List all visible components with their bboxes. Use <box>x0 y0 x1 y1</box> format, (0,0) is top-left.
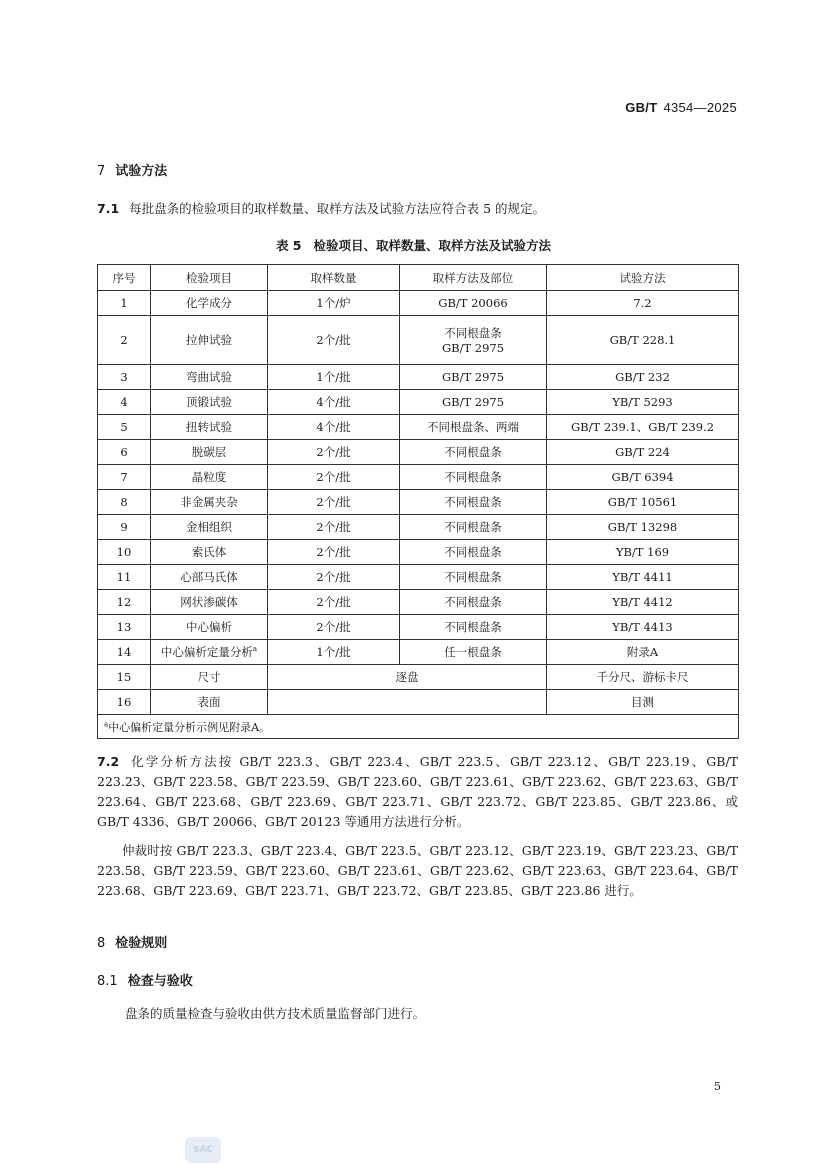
table-cell: 不同根盘条、两端 <box>400 415 547 440</box>
footnote-text: 中心偏析定量分析示例见附录A。 <box>108 720 271 734</box>
table-cell: 2个/批 <box>268 515 400 540</box>
table-cell: 11 <box>98 565 151 590</box>
table-cell: 目测 <box>547 690 739 715</box>
table-cell: 15 <box>98 665 151 690</box>
clause-7-1-text: 每批盘条的检验项目的取样数量、取样方法及试验方法应符合表 5 的规定。 <box>129 201 546 216</box>
section-8-number: 8 <box>97 936 106 951</box>
table-cell: 7 <box>98 465 151 490</box>
clause-7-2-p2: 仲裁时按 GB/T 223.3、GB/T 223.4、GB/T 223.5、GB/T 223.12、GB/T 223.19、GB/T 223.23、GB/T 223.58、GB/T 223.59、GB/T 223.60、GB/T 223.61、GB/T 223.62、GB/T 223.63、GB/T 223.64、GB/T 223.68、GB/T 223.69、GB/T 223.71、GB/T 223.72、GB/T 223.85、GB/T 223.86 进行。 <box>97 843 738 898</box>
table-cell: 1个/批 <box>268 365 400 390</box>
table-cell: YB/T 4413 <box>547 615 739 640</box>
table-cell: GB/T 13298 <box>547 515 739 540</box>
table-cell: 2个/批 <box>268 316 400 365</box>
table-row <box>98 490 739 515</box>
table-cell: GB/T 232 <box>547 365 739 390</box>
table-cell: 中心偏析 <box>151 615 268 640</box>
table-cell: 5 <box>98 415 151 440</box>
clause-8-1-number: 8.1 <box>97 974 118 989</box>
cell-text: 中心偏析定量分析 <box>160 645 253 659</box>
cell-line: GB/T 2975 <box>441 341 505 355</box>
table-cell: YB/T 4412 <box>547 590 739 615</box>
table-cell: 不同根盘条 <box>400 540 547 565</box>
table-cell: 金相组织 <box>151 515 268 540</box>
inspection-table <box>97 264 739 739</box>
table-cell: 2个/批 <box>268 440 400 465</box>
table-row <box>98 540 739 565</box>
table-cell: 16 <box>98 690 151 715</box>
table-cell: 非金属夹杂 <box>151 490 268 515</box>
clause-7-2-text: 化学分析方法按 GB/T 223.3、GB/T 223.4、GB/T 223.5、GB/T 223.12、GB/T 223.19、GB/T 223.23、GB/T 223.58、GB/T 223.59、GB/T 223.60、GB/T 223.61、GB/T 223.62、GB/T 223.63、GB/T 223.64、GB/T 223.68、GB/T 223.69、GB/T 223.71、GB/T 223.72、GB/T 223.85、GB/T 223.86、或 GB/T 4336、GB/T 20066、GB/T 20123 等通用方法进行分析。 <box>97 754 738 829</box>
clause-8-1-text: 盘条的质量检查与验收由供方技术质量监督部门进行。 <box>125 1006 426 1021</box>
table-row <box>98 440 739 465</box>
table-row <box>98 640 739 665</box>
clause-7-2-p1 <box>97 752 738 832</box>
table-cell: 表面 <box>151 690 268 715</box>
table-cell-merged <box>268 690 547 715</box>
section-8-heading <box>97 932 167 951</box>
table-cell: 8 <box>98 490 151 515</box>
table-cell: 2个/批 <box>268 540 400 565</box>
table-cell: 3 <box>98 365 151 390</box>
table-5-title <box>0 236 827 254</box>
table-cell: 1个/批 <box>268 640 400 665</box>
table-cell: 4个/批 <box>268 415 400 440</box>
table-cell: 不同根盘条 <box>400 590 547 615</box>
table-footnote-row <box>98 715 739 739</box>
table-cell: 心部马氏体 <box>151 565 268 590</box>
table-cell: 脱碳层 <box>151 440 268 465</box>
section-7-number: 7 <box>97 164 106 179</box>
table-row <box>98 590 739 615</box>
table-cell: 4 <box>98 390 151 415</box>
sac-watermark: SAC <box>185 1137 221 1163</box>
table-cell: 扭转试验 <box>151 415 268 440</box>
clause-7-1-number: 7.1 <box>97 201 120 216</box>
table-cell: GB/T 2975 <box>400 390 547 415</box>
standard-number: 4354—2025 <box>663 100 737 115</box>
table-cell-multiline <box>400 316 547 365</box>
table-5-number: 表 5 <box>275 238 302 253</box>
section-7-title: 试验方法 <box>115 164 168 179</box>
table-cell-merged: 逐盘 <box>268 665 547 690</box>
cell-line: 不同根盘条 <box>444 326 502 340</box>
standard-code <box>625 100 737 115</box>
table-cell: 任一根盘条 <box>400 640 547 665</box>
table-row <box>98 565 739 590</box>
table-cell: 千分尺、游标卡尺 <box>547 665 739 690</box>
table-cell: 2个/批 <box>268 615 400 640</box>
table-cell: 晶粒度 <box>151 465 268 490</box>
table-cell: 不同根盘条 <box>400 565 547 590</box>
table-row <box>98 415 739 440</box>
table-cell: 不同根盘条 <box>400 465 547 490</box>
table-cell-with-footnote <box>151 640 268 665</box>
clause-8-1-title: 检查与验收 <box>127 974 193 989</box>
table-row <box>98 390 739 415</box>
table-cell: YB/T 5293 <box>547 390 739 415</box>
table-cell: 尺寸 <box>151 665 268 690</box>
table-cell: 1个/炉 <box>268 291 400 316</box>
header-cell: 取样数量 <box>268 265 400 291</box>
table-cell: GB/T 224 <box>547 440 739 465</box>
table-cell: 6 <box>98 440 151 465</box>
table-cell: GB/T 6394 <box>547 465 739 490</box>
table-cell: 顶锻试验 <box>151 390 268 415</box>
table-cell: YB/T 4411 <box>547 565 739 590</box>
header-cell: 序号 <box>98 265 151 291</box>
table-row <box>98 365 739 390</box>
footnote-ref: a <box>252 645 258 654</box>
table-cell: 网状渗碳体 <box>151 590 268 615</box>
footnote-mark: a <box>104 719 109 728</box>
table-cell: 弯曲试验 <box>151 365 268 390</box>
section-8-title: 检验规则 <box>115 936 168 951</box>
table-header-row <box>98 265 739 291</box>
table-cell: 化学成分 <box>151 291 268 316</box>
table-cell: GB/T 239.1、GB/T 239.2 <box>547 415 739 440</box>
header-cell: 检验项目 <box>151 265 268 291</box>
table-cell: GB/T 228.1 <box>547 316 739 365</box>
table-footnote <box>98 715 739 739</box>
clause-8-1-heading <box>97 970 193 989</box>
table-cell: 附录A <box>547 640 739 665</box>
table-cell: 2个/批 <box>268 590 400 615</box>
table-cell: 1 <box>98 291 151 316</box>
table-cell: 10 <box>98 540 151 565</box>
table-cell: 13 <box>98 615 151 640</box>
table-cell: 7.2 <box>547 291 739 316</box>
table-5-caption: 检验项目、取样数量、取样方法及试验方法 <box>313 238 552 253</box>
table-cell: GB/T 10561 <box>547 490 739 515</box>
table-cell: YB/T 169 <box>547 540 739 565</box>
table-cell: GB/T 2975 <box>400 365 547 390</box>
table-row <box>98 465 739 490</box>
table-cell: GB/T 20066 <box>400 291 547 316</box>
table-row <box>98 515 739 540</box>
table-cell: 不同根盘条 <box>400 440 547 465</box>
header-cell: 取样方法及部位 <box>400 265 547 291</box>
table-cell: 索氏体 <box>151 540 268 565</box>
table-cell: 拉伸试验 <box>151 316 268 365</box>
header-cell: 试验方法 <box>547 265 739 291</box>
table-cell: 2个/批 <box>268 465 400 490</box>
page-number: 5 <box>714 1080 721 1093</box>
table-cell: 不同根盘条 <box>400 490 547 515</box>
clause-7-2-number: 7.2 <box>97 754 120 769</box>
standard-prefix: GB/T <box>625 100 658 115</box>
section-7-heading <box>97 160 167 179</box>
table-row <box>98 665 739 690</box>
table-cell: 不同根盘条 <box>400 615 547 640</box>
clause-7-1 <box>97 199 747 219</box>
table-row <box>98 291 739 316</box>
table-row <box>98 316 739 365</box>
table-cell: 4个/批 <box>268 390 400 415</box>
table-cell: 14 <box>98 640 151 665</box>
table-cell: 2个/批 <box>268 490 400 515</box>
table-cell: 2个/批 <box>268 565 400 590</box>
table-cell: 9 <box>98 515 151 540</box>
table-cell: 12 <box>98 590 151 615</box>
table-cell: 2 <box>98 316 151 365</box>
table-cell: 不同根盘条 <box>400 515 547 540</box>
table-row <box>98 615 739 640</box>
table-row <box>98 690 739 715</box>
